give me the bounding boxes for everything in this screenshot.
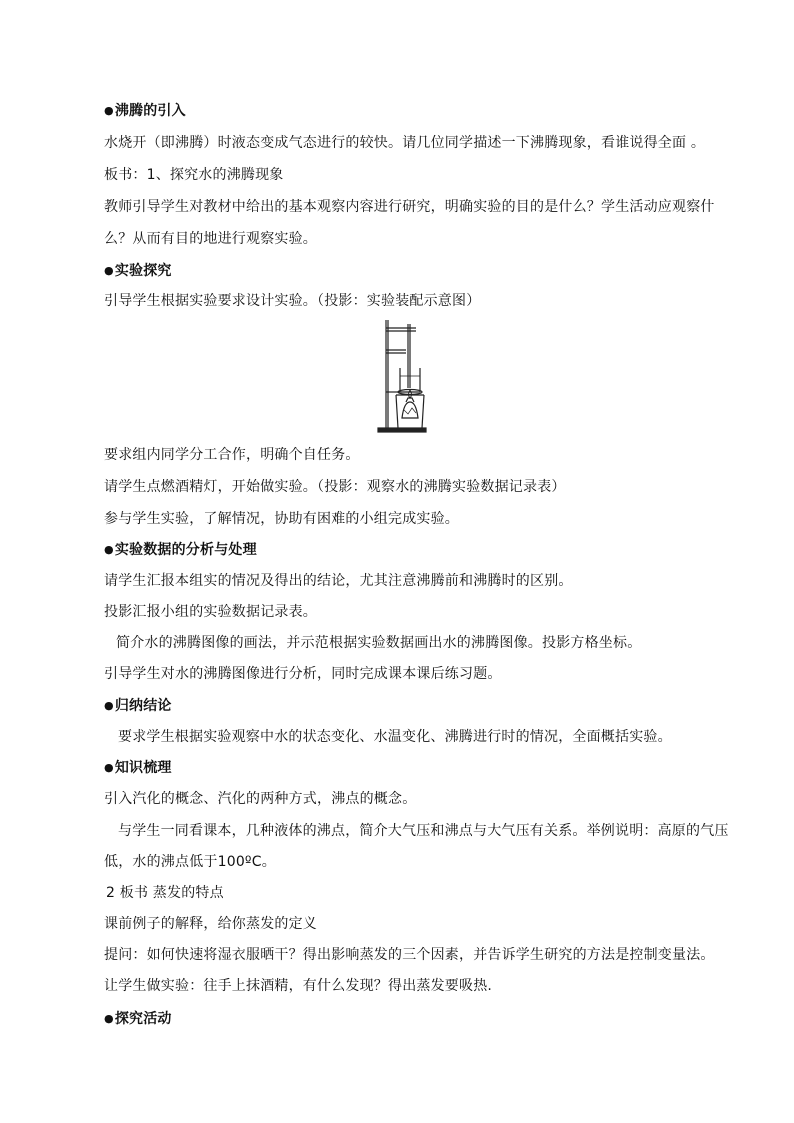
heading-knowledge: ● 知识梳理 [104,758,172,779]
paragraph: 教师引导学生对教材中给出的基本观察内容进行研究，明确实验的目的是什么？学生活动应观察什 [104,199,715,215]
paragraph: 与学生一同看课本，几种液体的沸点，简介大气压和沸点与大气压有关系。举例说明：高原的气压 [118,823,729,839]
heading-boiling-intro: ● 沸腾的引入 [104,101,186,122]
paragraph: 要求组内同学分工合作，明确个自任务。 [104,447,360,463]
paragraph: 引导学生根据实验要求设计实验。（投影：实验装配示意图） [104,293,481,309]
heading-conclusion: ● 归纳结论 [104,696,172,717]
paragraph: 水烧开（即沸腾）时液态变成气态进行的较快。请几位同学描述一下沸腾现象，看谁说得全面 。 [104,135,706,151]
heading-experiment: ● 实验探究 [104,261,172,282]
paragraph: 简介水的沸腾图像的画法，并示范根据实验数据画出水的沸腾图像。投影方格坐标。 [116,635,642,651]
paragraph: 板书：1、探究水的沸腾现象 [104,167,284,183]
heading-analysis: ● 实验数据的分析与处理 [104,540,257,561]
paragraph: 请学生汇报本组实的情况及得出的结论，尤其注意沸腾前和沸腾时的区别。 [104,573,573,589]
paragraph: 低，水的沸点低于100ºC。 [104,854,276,870]
paragraph: 引入汽化的概念、汽化的两种方式，沸点的概念。 [104,791,417,807]
paragraph: 请学生点燃酒精灯，开始做实验。（投影：观察水的沸腾实验数据记录表） [104,479,566,495]
paragraph: 2 板书 蒸发的特点 [106,885,224,901]
paragraph: 引导学生对水的沸腾图像进行分析，同时完成课本课后练习题。 [104,666,502,682]
paragraph: 么？从而有目的地进行观察实验。 [104,231,317,247]
experiment-apparatus-figure [376,318,428,434]
paragraph: 参与学生实验，了解情况，协助有困难的小组完成实验。 [104,511,459,527]
paragraph: 提问：如何快速将湿衣服晒干？得出影响蒸发的三个因素，并告诉学生研究的方法是控制变量法。 [104,947,715,963]
heading-activity: ● 探究活动 [104,1009,172,1030]
paragraph: 要求学生根据实验观察中水的状态变化、水温变化、沸腾进行时的情况，全面概括实验。 [118,729,672,745]
paragraph: 投影汇报小组的实验数据记录表。 [104,604,317,620]
paragraph: 让学生做实验：往手上抹酒精，有什么发现？得出蒸发要吸热. [104,978,493,994]
paragraph: 课前例子的解释，给你蒸发的定义 [104,916,317,932]
